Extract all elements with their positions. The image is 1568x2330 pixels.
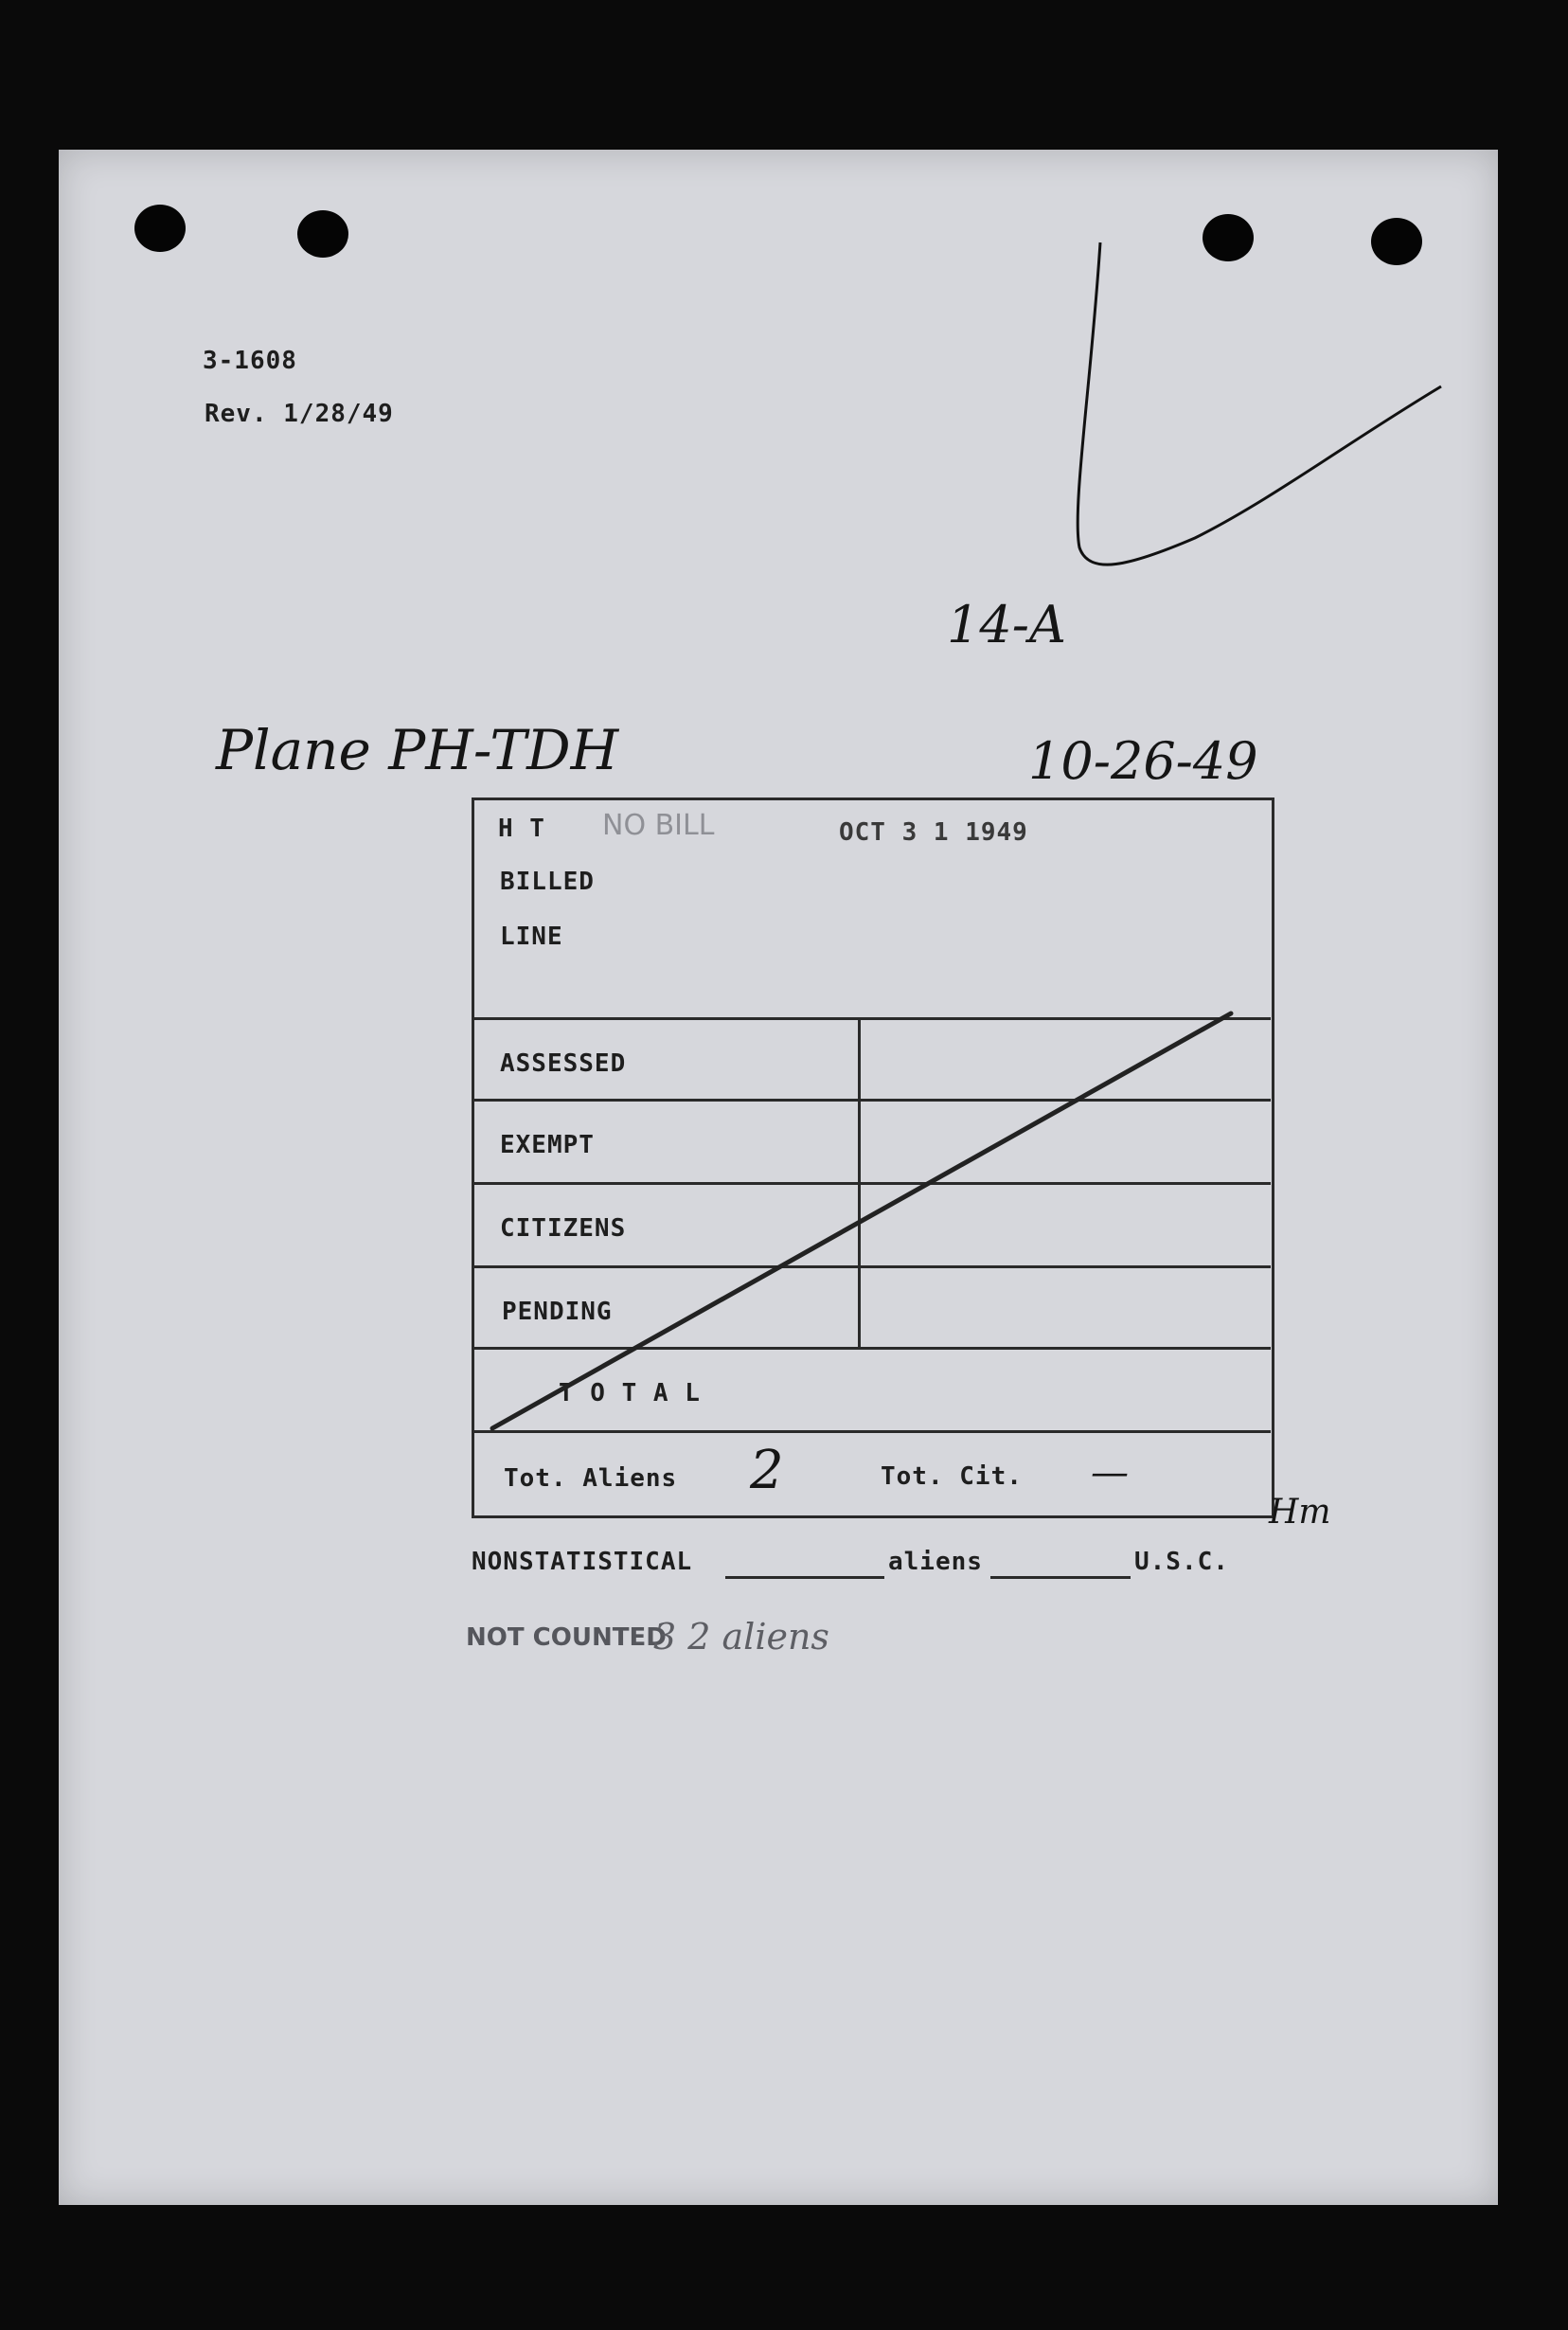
row-label-assessed: ASSESSED [500, 1049, 627, 1078]
nonstatistical-label: NONSTATISTICAL [472, 1548, 693, 1576]
row-label-ht: H T [498, 815, 545, 843]
row-label-billed: BILLED [500, 868, 595, 896]
plane-identifier: Plane PH-TDH [216, 718, 619, 782]
document-page [59, 150, 1498, 2205]
row-label-exempt: EXEMPT [500, 1131, 595, 1159]
no-bill-stamp: NO BILL [602, 809, 715, 842]
row-label-pending: PENDING [502, 1298, 613, 1326]
strike-through-line [59, 150, 1498, 2205]
not-counted-handwriting: 3 2 aliens [653, 1616, 829, 1658]
page-reference: 14-A [947, 595, 1066, 654]
row-label-line: LINE [500, 923, 563, 951]
total-cit-label: Tot. Cit. [881, 1462, 1023, 1491]
row-label-citizens: CITIZENS [500, 1214, 627, 1243]
total-label: T O T A L [559, 1379, 701, 1407]
handwritten-date: 10-26-49 [1028, 731, 1258, 791]
total-aliens-value: 2 [750, 1440, 784, 1501]
usc-label: U.S.C. [1134, 1548, 1229, 1576]
not-counted-stamp: NOT COUNTED [466, 1623, 667, 1652]
initials: Hm [1269, 1493, 1331, 1532]
total-cit-value: — [1091, 1451, 1129, 1495]
form-number: 3-1608 [203, 347, 297, 375]
aliens-blank [990, 1576, 1131, 1579]
nonstatistical-blank [725, 1576, 884, 1579]
aliens-label: aliens [888, 1548, 983, 1576]
total-aliens-label: Tot. Aliens [504, 1464, 678, 1493]
date-stamp: OCT 3 1 1949 [839, 818, 1028, 847]
form-revision: Rev. 1/28/49 [205, 400, 394, 428]
